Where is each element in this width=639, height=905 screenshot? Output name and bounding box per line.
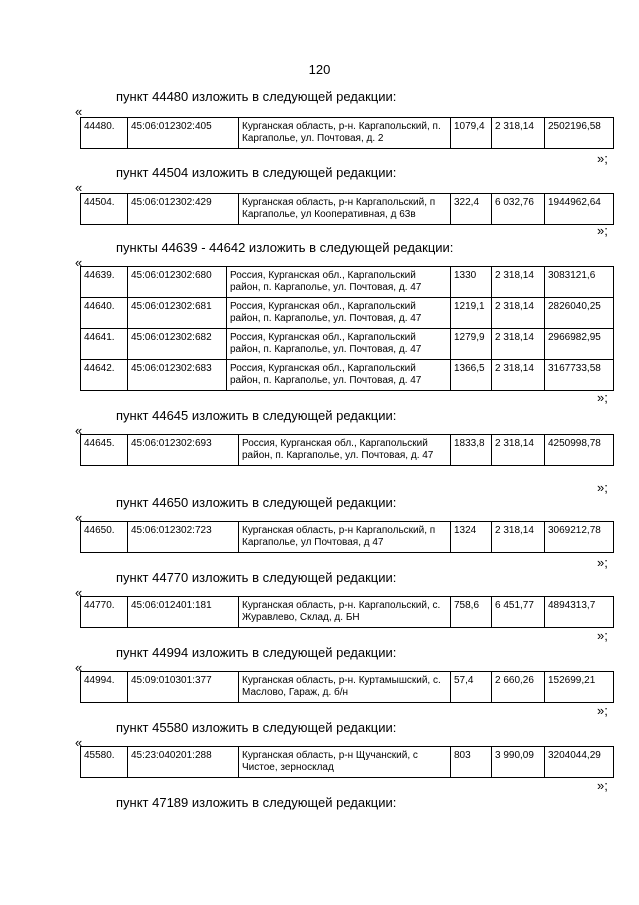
cadastral-number-cell: 45:06:012302:429 bbox=[128, 194, 239, 225]
register-table bbox=[80, 266, 614, 391]
close-quote: »; bbox=[597, 778, 608, 793]
cadastral-number-cell: 45:23:040201:288 bbox=[128, 747, 239, 778]
section-intro: пункт 44645 изложить в следующей редакции: bbox=[116, 408, 397, 423]
table-row bbox=[81, 672, 614, 703]
cadastral-number-cell: 45:06:012302:405 bbox=[128, 118, 239, 149]
area-cell: 1279,9 bbox=[451, 329, 492, 360]
address-cell: Курганская область, р-н. Каргапольский, п. Каргаполье, ул. Почтовая, д. 2 bbox=[239, 118, 451, 149]
area-cell: 1833,8 bbox=[451, 435, 492, 466]
row-number-cell: 44480. bbox=[81, 118, 128, 149]
address-cell: Курганская область, р-н Каргапольский, п Каргаполье, ул Почтовая, д 47 bbox=[239, 522, 451, 553]
address-cell: Курганская область, р-н Щучанский, с Чистое, зерносклад bbox=[239, 747, 451, 778]
row-number-cell: 44504. bbox=[81, 194, 128, 225]
open-quote: « bbox=[75, 255, 83, 270]
open-quote: « bbox=[75, 585, 83, 600]
row-number-cell: 44645. bbox=[81, 435, 128, 466]
rate-cell: 2 318,14 bbox=[492, 435, 545, 466]
section-intro: пункт 47189 изложить в следующей редакции: bbox=[116, 795, 397, 810]
area-cell: 57,4 bbox=[451, 672, 492, 703]
table-row bbox=[81, 329, 614, 360]
section-intro: пункты 44639 - 44642 изложить в следующей редакции: bbox=[116, 240, 454, 255]
address-cell: Курганская область, р-н. Каргапольский, с. Журавлево, Склад, д. БН bbox=[239, 597, 451, 628]
address-cell: Россия, Курганская обл., Каргапольский район, п. Каргаполье, ул. Почтовая, д. 47 bbox=[227, 267, 451, 298]
open-quote: « bbox=[75, 180, 83, 195]
value-cell: 152699,21 bbox=[545, 672, 614, 703]
open-quote: « bbox=[75, 510, 83, 525]
area-cell: 803 bbox=[451, 747, 492, 778]
cadastral-number-cell: 45:06:012302:682 bbox=[128, 329, 227, 360]
value-cell: 4894313,7 bbox=[545, 597, 614, 628]
value-cell: 3204044,29 bbox=[545, 747, 614, 778]
section-intro: пункт 44770 изложить в следующей редакции: bbox=[116, 570, 397, 585]
open-quote: « bbox=[75, 660, 83, 675]
cadastral-number-cell: 45:06:012401:181 bbox=[128, 597, 239, 628]
rate-cell: 2 318,14 bbox=[492, 298, 545, 329]
row-number-cell: 44640. bbox=[81, 298, 128, 329]
area-cell: 322,4 bbox=[451, 194, 492, 225]
table-row bbox=[81, 435, 614, 466]
cadastral-number-cell: 45:06:012302:723 bbox=[128, 522, 239, 553]
rate-cell: 2 318,14 bbox=[492, 267, 545, 298]
close-quote: »; bbox=[597, 628, 608, 643]
rate-cell: 2 318,14 bbox=[492, 522, 545, 553]
area-cell: 1366,5 bbox=[451, 360, 492, 391]
address-cell: Россия, Курганская обл., Каргапольский район, п. Каргаполье, ул. Почтовая, д. 47 bbox=[227, 298, 451, 329]
open-quote: « bbox=[75, 735, 83, 750]
cadastral-number-cell: 45:09:010301:377 bbox=[128, 672, 239, 703]
row-number-cell: 44650. bbox=[81, 522, 128, 553]
close-quote: »; bbox=[597, 390, 608, 405]
section-intro: пункт 44994 изложить в следующей редакции: bbox=[116, 645, 397, 660]
table-row bbox=[81, 267, 614, 298]
table-row bbox=[81, 360, 614, 391]
rate-cell: 2 660,26 bbox=[492, 672, 545, 703]
page-number: 120 bbox=[308, 62, 331, 77]
register-table bbox=[80, 746, 614, 778]
row-number-cell: 44994. bbox=[81, 672, 128, 703]
area-cell: 1330 bbox=[451, 267, 492, 298]
table-row bbox=[81, 597, 614, 628]
section-intro: пункт 45580 изложить в следующей редакции: bbox=[116, 720, 397, 735]
row-number-cell: 44639. bbox=[81, 267, 128, 298]
register-table bbox=[80, 671, 614, 703]
table-row bbox=[81, 194, 614, 225]
table-row bbox=[81, 298, 614, 329]
value-cell: 2502196,58 bbox=[545, 118, 614, 149]
close-quote: »; bbox=[597, 555, 608, 570]
address-cell: Россия, Курганская обл., Каргапольский район, п. Каргаполье, ул. Почтовая, д. 47 bbox=[239, 435, 451, 466]
close-quote: »; bbox=[597, 703, 608, 718]
open-quote: « bbox=[75, 104, 83, 119]
section-intro: пункт 44480 изложить в следующей редакции: bbox=[116, 89, 397, 104]
address-cell: Курганская область, р-н Каргапольский, п Каргаполье, ул Кооперативная, д 63в bbox=[239, 194, 451, 225]
register-table bbox=[80, 434, 614, 466]
table-row bbox=[81, 747, 614, 778]
address-cell: Курганская область, р-н. Куртамышский, с. Маслово, Гараж, д. б/н bbox=[239, 672, 451, 703]
close-quote: »; bbox=[597, 480, 608, 495]
row-number-cell: 44770. bbox=[81, 597, 128, 628]
cadastral-number-cell: 45:06:012302:683 bbox=[128, 360, 227, 391]
row-number-cell: 44642. bbox=[81, 360, 128, 391]
rate-cell: 3 990,09 bbox=[492, 747, 545, 778]
value-cell: 2826040,25 bbox=[545, 298, 614, 329]
address-cell: Россия, Курганская обл., Каргапольский район, п. Каргаполье, ул. Почтовая, д. 47 bbox=[227, 329, 451, 360]
value-cell: 2966982,95 bbox=[545, 329, 614, 360]
register-table bbox=[80, 193, 614, 225]
row-number-cell: 45580. bbox=[81, 747, 128, 778]
register-table bbox=[80, 596, 614, 628]
value-cell: 3167733,58 bbox=[545, 360, 614, 391]
table-row bbox=[81, 118, 614, 149]
row-number-cell: 44641. bbox=[81, 329, 128, 360]
close-quote: »; bbox=[597, 223, 608, 238]
table-row bbox=[81, 522, 614, 553]
cadastral-number-cell: 45:06:012302:681 bbox=[128, 298, 227, 329]
cadastral-number-cell: 45:06:012302:693 bbox=[128, 435, 239, 466]
section-intro: пункт 44504 изложить в следующей редакции: bbox=[116, 165, 397, 180]
close-quote: »; bbox=[597, 151, 608, 166]
value-cell: 1944962,64 bbox=[545, 194, 614, 225]
rate-cell: 2 318,14 bbox=[492, 360, 545, 391]
value-cell: 3083121,6 bbox=[545, 267, 614, 298]
area-cell: 758,6 bbox=[451, 597, 492, 628]
rate-cell: 2 318,14 bbox=[492, 118, 545, 149]
section-intro: пункт 44650 изложить в следующей редакции: bbox=[116, 495, 397, 510]
register-table bbox=[80, 521, 614, 553]
value-cell: 4250998,78 bbox=[545, 435, 614, 466]
rate-cell: 6 451,77 bbox=[492, 597, 545, 628]
value-cell: 3069212,78 bbox=[545, 522, 614, 553]
address-cell: Россия, Курганская обл., Каргапольский район, п. Каргаполье, ул. Почтовая, д. 47 bbox=[227, 360, 451, 391]
rate-cell: 6 032,76 bbox=[492, 194, 545, 225]
cadastral-number-cell: 45:06:012302:680 bbox=[128, 267, 227, 298]
rate-cell: 2 318,14 bbox=[492, 329, 545, 360]
open-quote: « bbox=[75, 423, 83, 438]
area-cell: 1219,1 bbox=[451, 298, 492, 329]
area-cell: 1324 bbox=[451, 522, 492, 553]
area-cell: 1079,4 bbox=[451, 118, 492, 149]
register-table bbox=[80, 117, 614, 149]
